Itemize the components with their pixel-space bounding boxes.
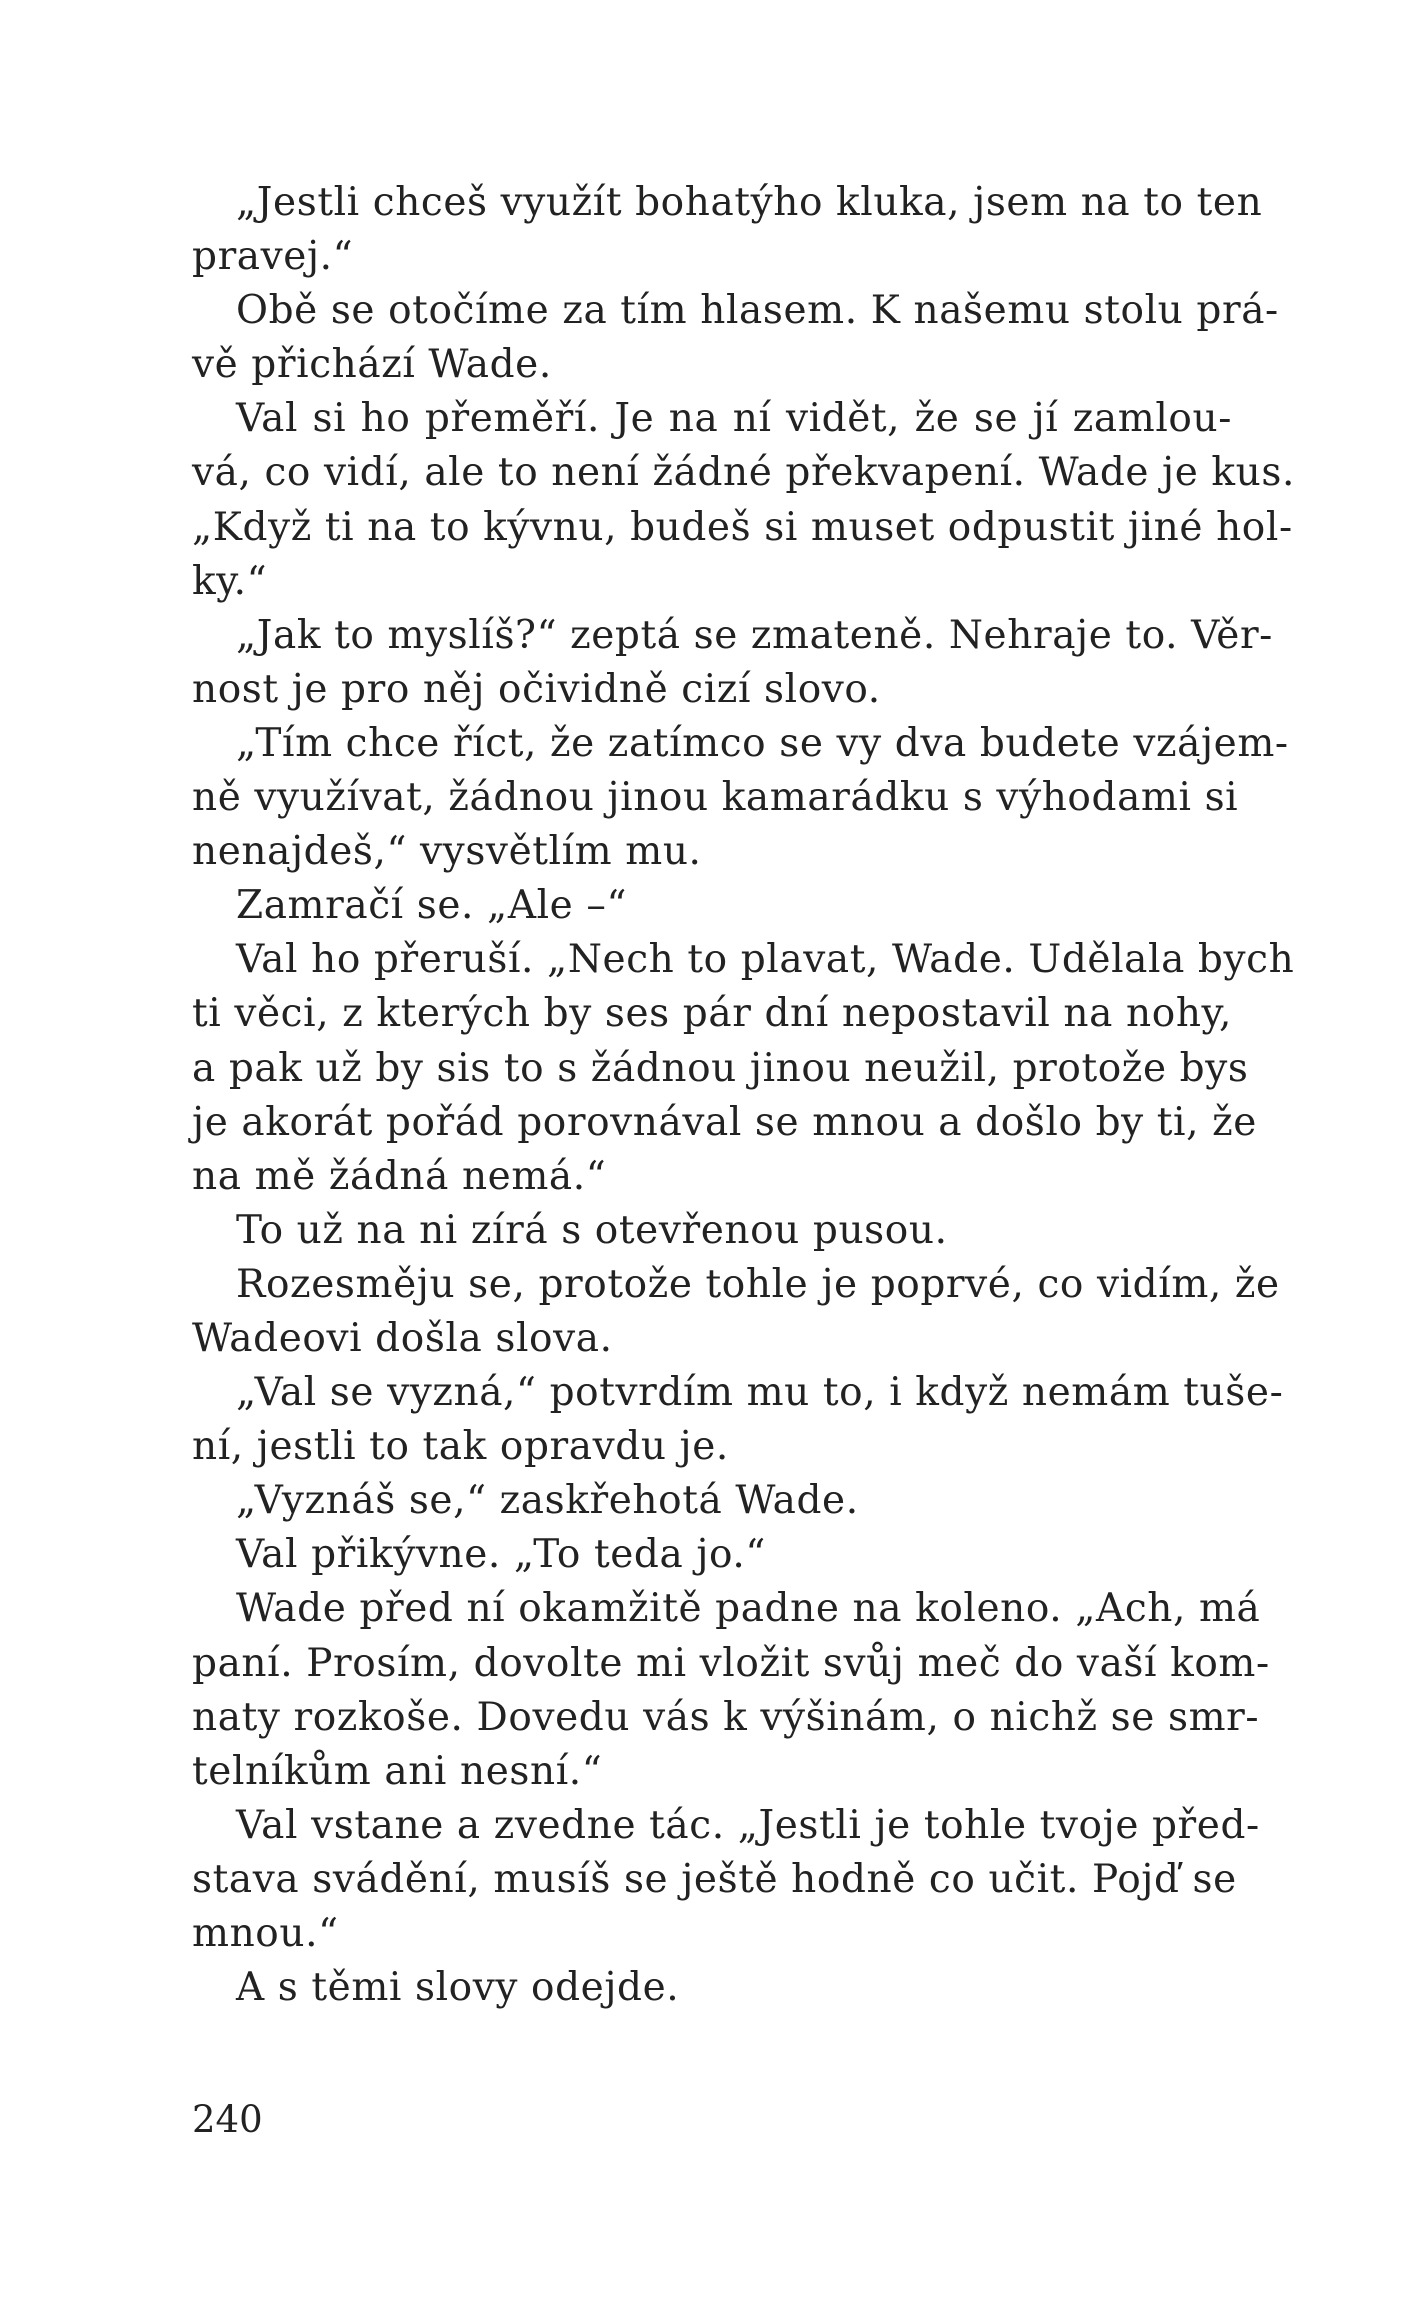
text-line: ti věci, z kterých by ses pár dní nepostavil na nohy,: [192, 991, 1232, 1037]
text-line: vě přichází Wade.: [192, 342, 552, 388]
text-line: Wadeovi došla slova.: [192, 1315, 613, 1361]
text-line: mnou.“: [192, 1911, 339, 1956]
text-line: naty rozkoše. Dovedu vás k výšinám, o nichž se smr-: [192, 1694, 1260, 1740]
text-line: Wade před ní okamžitě padne na koleno. „Ach, má: [236, 1586, 1261, 1632]
text-line: „Když ti na to kývnu, budeš si muset odpustit jiné hol-: [192, 504, 1293, 550]
text-line: Val přikývne. „To teda jo.“: [236, 1532, 766, 1578]
text-line: pravej.“: [192, 234, 354, 280]
text-line: a pak už by sis to s žádnou jinou neužil, protože bys: [192, 1045, 1249, 1091]
text-line: Rozesměju se, protože tohle je poprvé, co vidím, že: [236, 1261, 1280, 1307]
text-line: Val vstane a zvedne tác. „Jestli je tohle tvoje před-: [236, 1802, 1260, 1848]
text-line: telníkům ani nesní.“: [192, 1748, 603, 1794]
text-line: na mě žádná nemá.“: [192, 1153, 607, 1199]
text-line: paní. Prosím, dovolte mi vložit svůj meč do vaší kom-: [192, 1640, 1270, 1686]
text-line: „Jestli chceš využít bohatýho kluka, jsem na to ten: [236, 180, 1263, 225]
text-line: ní, jestli to tak opravdu je.: [192, 1424, 729, 1470]
text-line: stava svádění, musíš se ještě hodně co učit. Pojď se: [192, 1856, 1237, 1902]
text-line: Val si ho přeměří. Je na ní vidět, že se jí zamlou-: [236, 396, 1232, 442]
text-line: „Vyznáš se,“ zaskřehotá Wade.: [236, 1478, 859, 1524]
text-line: Obě se otočíme za tím hlasem. K našemu stolu prá-: [236, 288, 1279, 334]
text-line: „Jak to myslíš?“ zeptá se zmateně. Nehraje to. Věr-: [236, 612, 1273, 658]
text-line: ky.“: [192, 558, 268, 604]
text-line: ně využívat, žádnou jinou kamarádku s výhodami si: [192, 775, 1239, 821]
text-line: A s těmi slovy odejde.: [236, 1965, 680, 2011]
page-number: 240: [192, 2098, 263, 2141]
text-line: nost je pro něj očividně cizí slovo.: [192, 666, 881, 712]
text-line: Zamračí se. „Ale –“: [236, 883, 627, 929]
text-line: Val ho přeruší. „Nech to plavat, Wade. Udělala bych: [236, 937, 1295, 983]
body-text: [192, 176, 1295, 2015]
text-line: „Tím chce říct, že zatímco se vy dva budete vzájem-: [236, 720, 1289, 766]
text-line: je akorát pořád porovnával se mnou a došlo by ti, že: [192, 1099, 1257, 1145]
text-line: „Val se vyzná,“ potvrdím mu to, i když nemám tuše-: [236, 1370, 1284, 1416]
text-line: vá, co vidí, ale to není žádné překvapení. Wade je kus.: [192, 450, 1295, 496]
text-line: To už na ni zírá s otevřenou pusou.: [236, 1207, 948, 1253]
text-line: nenajdeš,“ vysvětlím mu.: [192, 829, 702, 875]
